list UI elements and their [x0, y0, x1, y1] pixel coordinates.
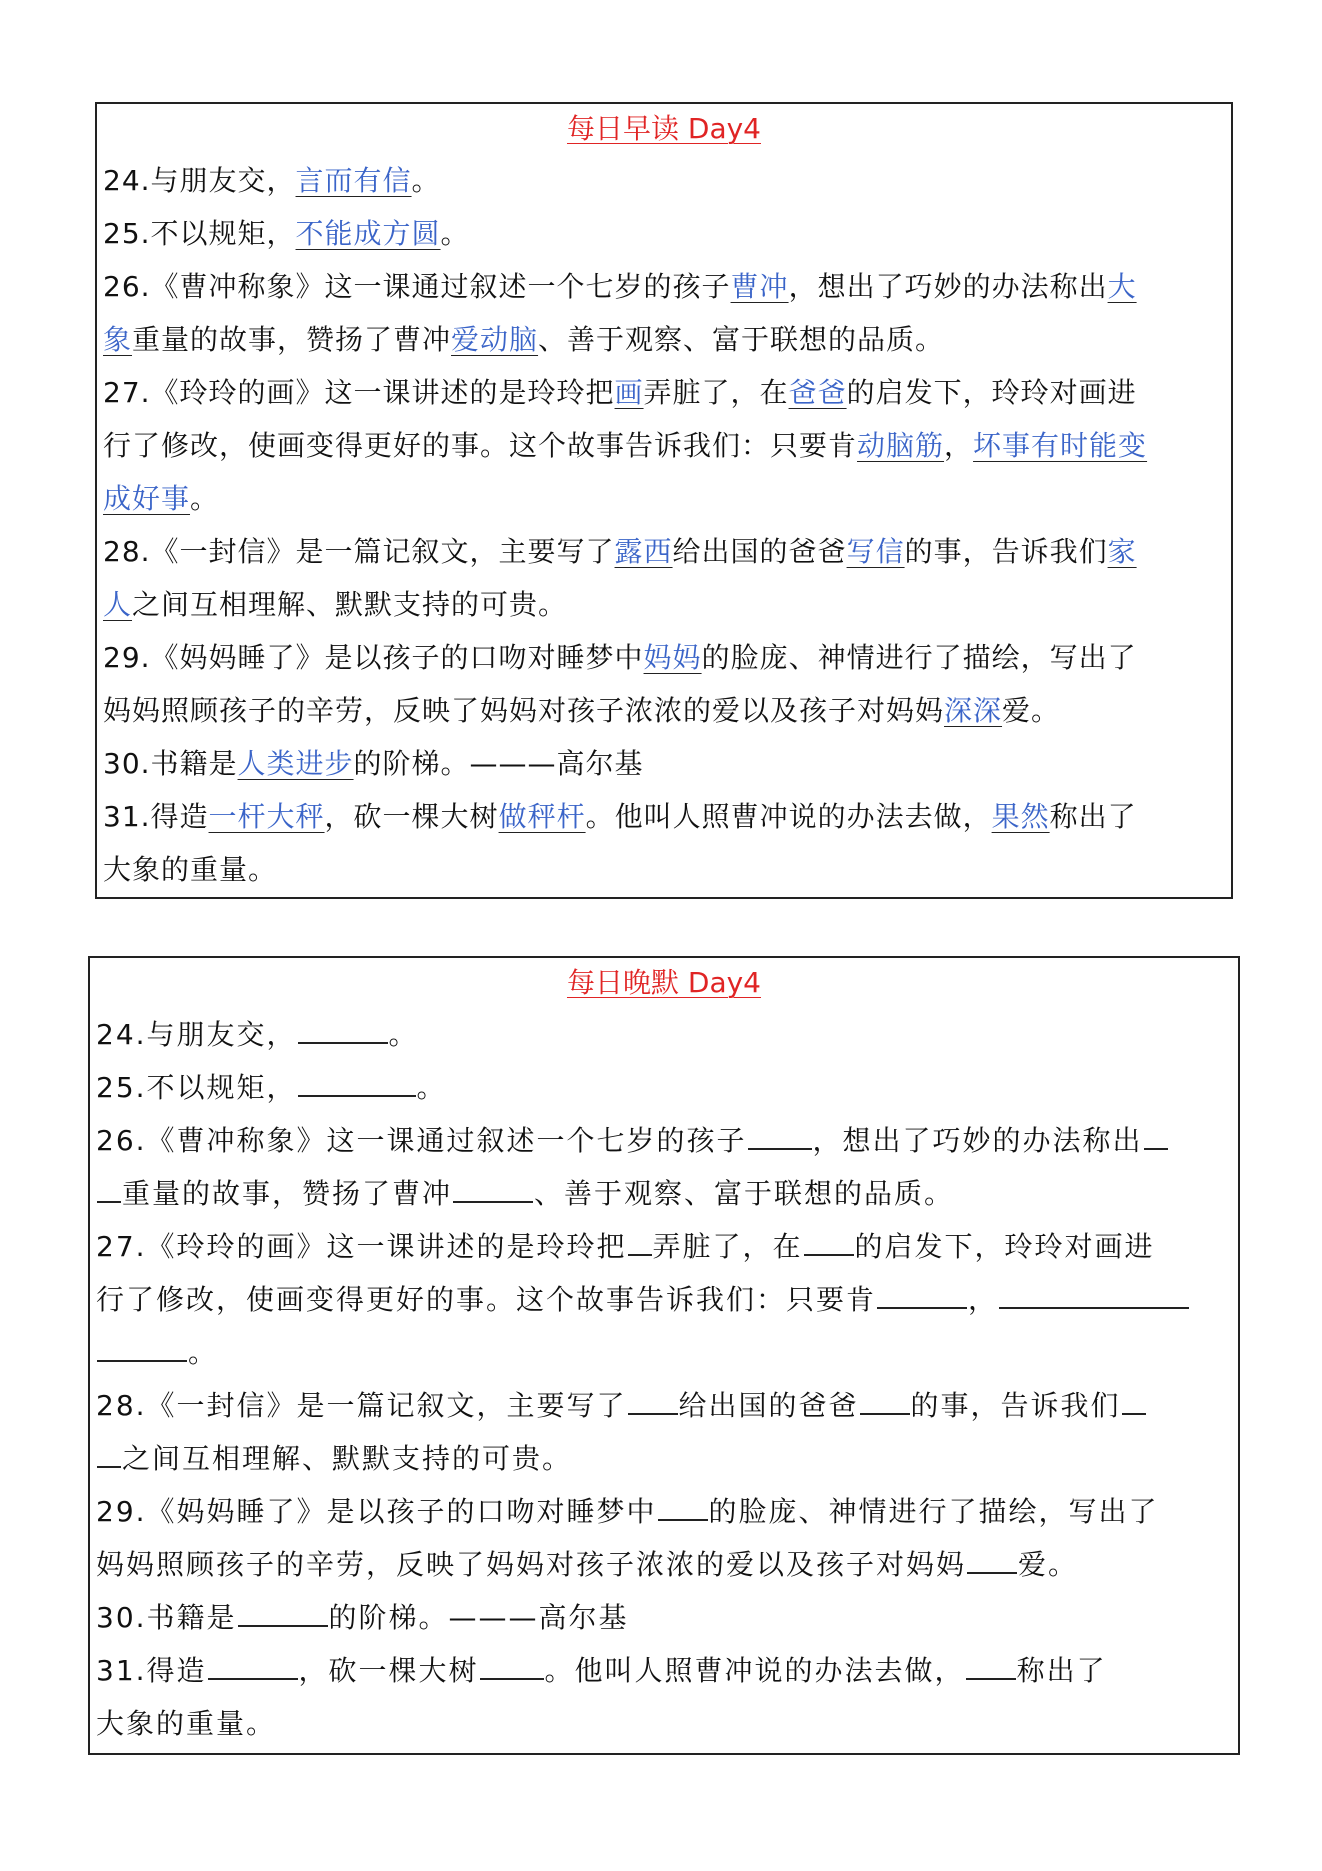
blank	[967, 1546, 1017, 1574]
morning-line-27b: 行了修改，使画变得更好的事。这个故事告诉我们：只要肯动脑筋，坏事有时能变	[103, 429, 1148, 462]
answer: 象	[103, 323, 133, 356]
evening-line-28a: 28.《一封信》是一篇记叙文，主要写了 给出国的爸爸 的事，告诉我们	[96, 1379, 1232, 1432]
morning-line-26a: 26.《曹冲称象》这一课通过叙述一个七岁的孩子曹冲，想出了巧妙的办法称出大	[103, 270, 1137, 303]
morning-line-27a: 27.《玲玲的画》这一课讲述的是玲玲把画弄脏了，在爸爸的启发下，玲玲对画进	[103, 376, 1137, 409]
blank	[999, 1281, 1189, 1309]
answer: 露西	[614, 535, 673, 568]
evening-line-29a: 29.《妈妈睡了》是以孩子的口吻对睡梦中 的脸庞、神情进行了描绘，写出了	[96, 1495, 1159, 1528]
answer: 爸爸	[788, 376, 847, 409]
morning-line-31a: 31.得造一杆大秤，砍一棵大树做秤杆。他叫人照曹冲说的办法去做，果然称出了	[103, 800, 1137, 833]
evening-line-27a: 27.《玲玲的画》这一课讲述的是玲玲把 弄脏了，在 的启发下，玲玲对画进	[96, 1230, 1155, 1263]
answer: 一杆大秤	[208, 800, 325, 833]
answer: 言而有信	[295, 164, 412, 197]
morning-line-28a: 28.《一封信》是一篇记叙文，主要写了露西给出国的爸爸写信的事，告诉我们家	[103, 535, 1137, 568]
morning-line-29b: 妈妈照顾孩子的辛劳，反映了妈妈对孩子浓浓的爱以及孩子对妈妈深深爱。	[103, 694, 1061, 727]
answer: 画	[614, 376, 644, 409]
blank	[298, 1069, 416, 1097]
answer: 深深	[944, 694, 1003, 727]
blank	[804, 1228, 854, 1256]
answer: 不能成方圆	[295, 217, 441, 250]
answer: 动脑筋	[857, 429, 945, 462]
evening-line-24: 24.与朋友交， 。	[96, 1018, 419, 1051]
blank	[238, 1599, 328, 1627]
morning-line-29a: 29.《妈妈睡了》是以孩子的口吻对睡梦中妈妈的脸庞、神情进行了描绘，写出了	[103, 641, 1137, 674]
evening-line-27c: 。	[96, 1326, 1232, 1379]
evening-line-27b: 行了修改，使画变得更好的事。这个故事告诉我们：只要肯 ，	[96, 1273, 1232, 1326]
answer: 人	[103, 588, 133, 621]
answer: 做秤杆	[498, 800, 586, 833]
morning-line-26b: 象重量的故事，赞扬了曹冲爱动脑、善于观察、富于联想的品质。	[103, 323, 945, 356]
blank	[298, 1016, 388, 1044]
morning-line-30: 30.书籍是人类进步的阶梯。———高尔基	[103, 747, 644, 780]
evening-title: 每日晚默 Day4	[566, 966, 761, 999]
blank	[480, 1652, 544, 1680]
evening-line-26b: 重量的故事，赞扬了曹冲 、善于观察、富于联想的品质。	[96, 1167, 1232, 1220]
morning-reading-box	[95, 102, 1233, 899]
answer: 果然	[991, 800, 1050, 833]
answer: 妈妈	[643, 641, 702, 674]
answer: 坏事有时能变	[973, 429, 1148, 462]
morning-line-27c: 成好事。	[103, 482, 220, 515]
evening-line-26a: 26.《曹冲称象》这一课通过叙述一个七岁的孩子 ，想出了巧妙的办法称出	[96, 1114, 1232, 1167]
evening-dictation-box	[88, 956, 1240, 1755]
answer: 家	[1107, 535, 1137, 568]
morning-line-24: 24.与朋友交，言而有信。	[103, 164, 441, 197]
blank	[97, 1440, 121, 1468]
answer: 成好事	[103, 482, 191, 515]
answer: 爱动脑	[451, 323, 539, 356]
evening-line-31a: 31.得造 ，砍一棵大树 。他叫人照曹冲说的办法去做， 称出了	[96, 1654, 1107, 1687]
morning-line-31b: 大象的重量。	[103, 853, 278, 886]
answer: 曹冲	[730, 270, 789, 303]
evening-line-29b: 妈妈照顾孩子的辛劳，反映了妈妈对孩子浓浓的爱以及孩子对妈妈 爱。	[96, 1548, 1079, 1581]
blank	[628, 1228, 652, 1256]
blank	[748, 1122, 812, 1150]
blank	[628, 1387, 678, 1415]
blank	[877, 1281, 967, 1309]
evening-line-28b: 之间互相理解、默默支持的可贵。	[96, 1432, 1232, 1485]
evening-line-25: 25.不以规矩， 。	[96, 1071, 447, 1104]
blank	[966, 1652, 1016, 1680]
answer: 人类进步	[237, 747, 354, 780]
evening-line-30: 30.书籍是 的阶梯。———高尔基	[96, 1601, 629, 1634]
morning-line-25: 25.不以规矩，不能成方圆。	[103, 217, 470, 250]
answer: 大	[1107, 270, 1137, 303]
blank	[97, 1175, 121, 1203]
blank	[208, 1652, 298, 1680]
morning-title: 每日早读 Day4	[566, 112, 761, 145]
blank	[860, 1387, 910, 1415]
blank	[1144, 1122, 1168, 1150]
blank	[97, 1334, 187, 1362]
evening-line-31b: 大象的重量。	[96, 1707, 277, 1740]
morning-line-28b: 人之间互相理解、默默支持的可贵。	[103, 588, 568, 621]
blank	[658, 1493, 708, 1521]
blank	[453, 1175, 533, 1203]
blank	[1122, 1387, 1146, 1415]
answer: 写信	[846, 535, 905, 568]
